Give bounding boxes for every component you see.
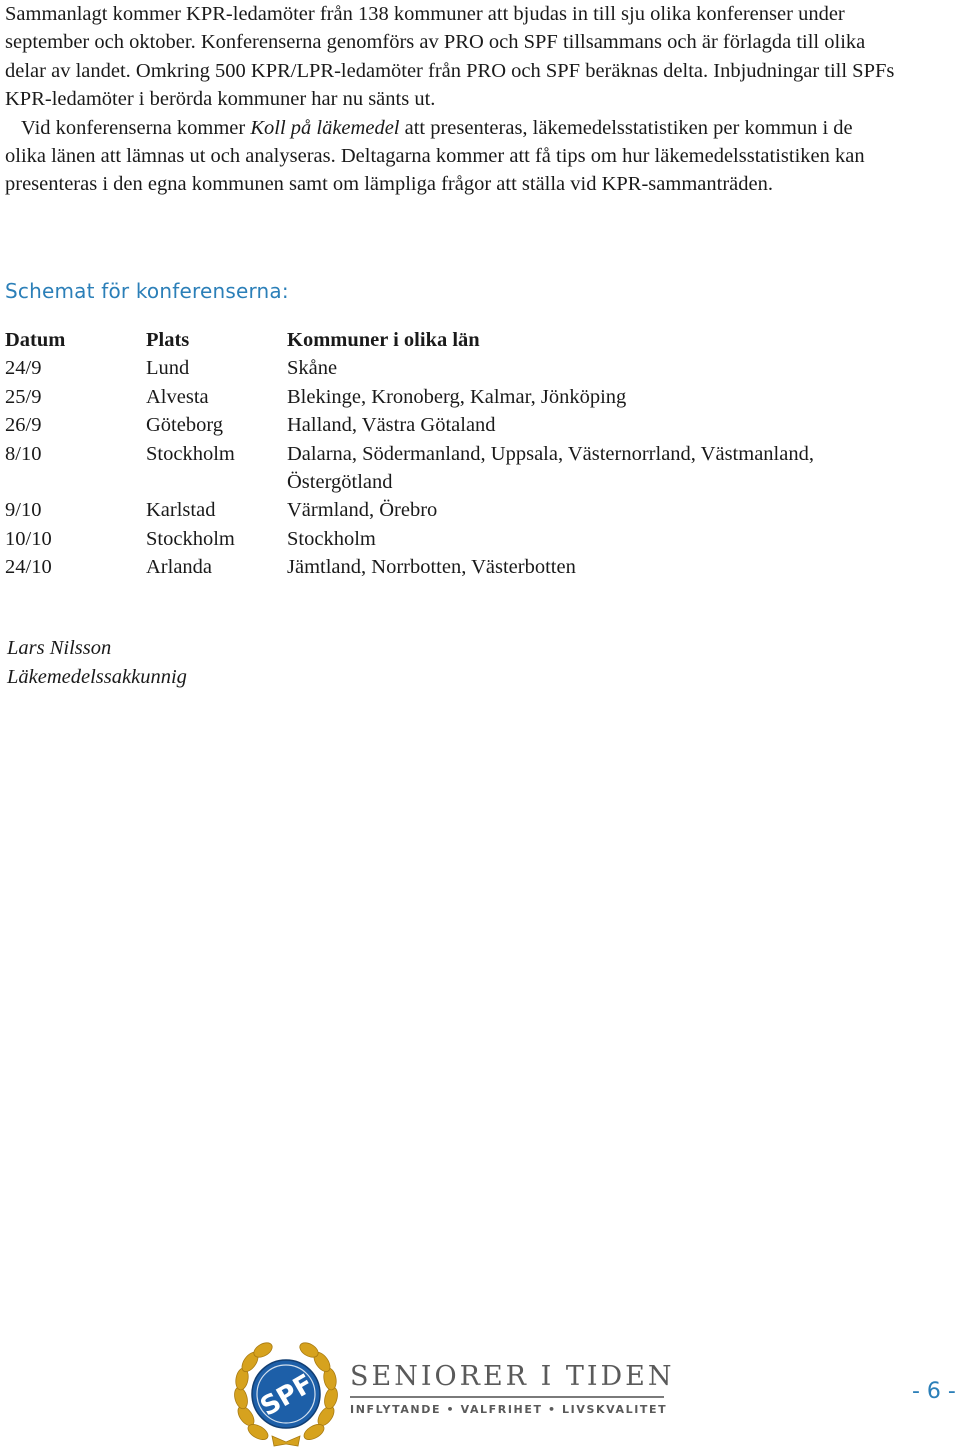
table-row <box>5 411 905 439</box>
header-municipalities: Kommuner i olika län <box>287 329 480 351</box>
row-place: Göteborg <box>146 414 224 437</box>
row-date: 24/9 <box>5 357 42 380</box>
row-place: Karlstad <box>146 499 216 522</box>
page-number: - 6 - <box>912 1379 956 1404</box>
row-place: Stockholm <box>146 442 235 465</box>
row-municipalities: Halland, Västra Götaland <box>287 414 496 437</box>
table-row <box>5 496 905 524</box>
table-row <box>5 383 905 411</box>
row-date: 10/10 <box>5 527 52 550</box>
footer-brand <box>350 1361 675 1416</box>
row-municipalities: Skåne <box>287 357 338 380</box>
table-row <box>5 553 905 581</box>
table-row <box>5 440 905 497</box>
intro-text <box>5 0 897 199</box>
row-date: 25/9 <box>5 385 42 408</box>
row-date: 26/9 <box>5 414 42 437</box>
signature <box>7 634 187 692</box>
row-municipalities: Blekinge, Kronoberg, Kalmar, Jönköping <box>287 385 627 408</box>
row-municipalities: Dalarna, Södermanland, Uppsala, Västernorrland, Västmanland, Östergötland <box>287 442 814 494</box>
campaign-name: Koll på läkemedel <box>250 116 400 139</box>
spf-laurel-logo-icon <box>232 1338 340 1448</box>
row-date: 9/10 <box>5 499 42 522</box>
row-place: Arlanda <box>146 556 213 579</box>
header-place: Plats <box>146 329 190 351</box>
table-row <box>5 354 905 382</box>
row-place: Stockholm <box>146 527 235 550</box>
logo-text: SPF <box>255 1368 319 1423</box>
row-place: Lund <box>146 357 190 380</box>
row-municipalities: Värmland, Örebro <box>287 499 438 522</box>
row-place: Alvesta <box>146 385 209 408</box>
signature-name: Lars Nilsson <box>7 637 112 659</box>
row-date: 8/10 <box>5 442 42 465</box>
brand-tagline: INFLYTANDE • VALFRIHET • LIVSKVALITET <box>350 1403 668 1416</box>
header-date: Datum <box>5 329 66 351</box>
intro-paragraph-2-start: Vid konferenserna kommer <box>21 116 251 139</box>
logo-ribbon-icon <box>272 1436 300 1446</box>
intro-paragraph-1: Sammanlagt kommer KPR-ledamöter från 138 kommuner att bjudas in till sju olika konferenser under september och oktober. Konferenserna genomförs av PRO och SPF tillsammans och är förlagda till olika delar av landet. Omkring 500 KPR/LPR-ledamöter från PRO och SPF beräknas delta. Inbjudningar till SPFs KPR-ledamöter i berörda kommuner har nu sänts ut. <box>5 3 895 111</box>
intro-paragraph-2 <box>5 114 897 199</box>
row-municipalities: Stockholm <box>287 527 376 550</box>
table-row <box>5 525 905 553</box>
schedule-header-row <box>5 326 905 354</box>
row-municipalities: Jämtland, Norrbotten, Västerbotten <box>287 556 576 579</box>
schedule-table <box>5 326 905 582</box>
row-date: 24/10 <box>5 556 52 579</box>
schedule-heading: Schemat för konferenserna: <box>5 279 289 303</box>
brand-divider <box>350 1396 664 1398</box>
intro-paragraph-2-end: att presenteras, läkemedelsstatistiken per kommun i de olika länen att lämnas ut och analyseras. Deltagarna kommer att få tips om hur läkemedelsstatistiken kan presenteras i den egna kommunen samt om lämpliga frågor att ställa vid KPR-sammanträden. <box>5 116 865 196</box>
brand-name: SENIORER I TIDEN <box>350 1361 675 1392</box>
signature-title: Läkemedelssakkunnig <box>7 666 187 688</box>
